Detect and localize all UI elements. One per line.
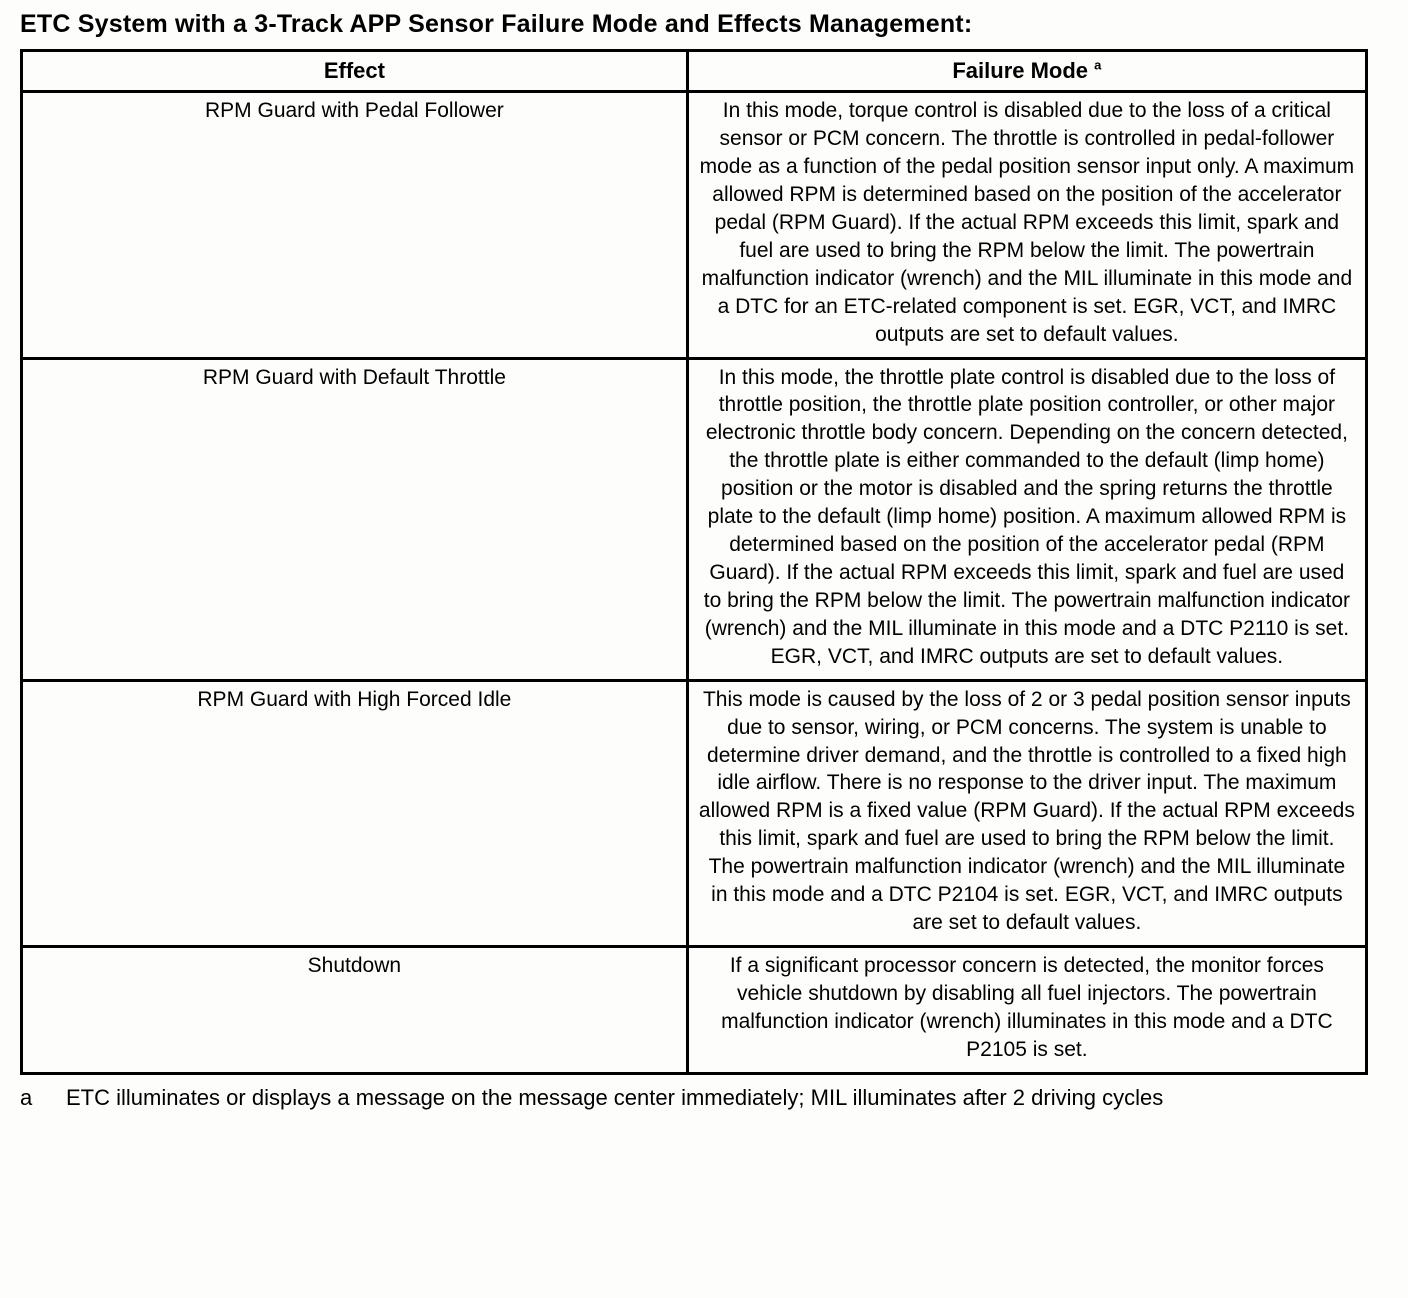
footnote-text: ETC illuminates or displays a message on the message center immediately; MIL illuminates after 2 driving cycles <box>66 1084 1164 1110</box>
table-row <box>22 680 1367 946</box>
footnote <box>20 1085 1386 1111</box>
table-row <box>22 946 1367 1073</box>
failure-mode-cell-pedal-follower: In this mode, torque control is disabled due to the loss of a critical sensor or PCM concern. The throttle is controlled in pedal-follower mode as a function of the pedal position sensor input only. A maximum allowed RPM is determined based on the position of the accelerator pedal (RPM Guard). If the actual RPM exceeds this limit, spark and fuel are used to bring the RPM below the limit. The powertrain malfunction indicator (wrench) and the MIL illuminate in this mode and a DTC for an ETC-related component is set. EGR, VCT, and IMRC outputs are set to default values. <box>687 92 1366 358</box>
column-header-failure-mode-label: Failure Mode <box>952 58 1095 83</box>
column-header-failure-mode <box>687 51 1366 92</box>
page-title: ETC System with a 3-Track APP Sensor Failure Mode and Effects Management: <box>20 10 973 38</box>
footnote-marker: a <box>20 1084 33 1110</box>
footnote-superscript-marker: a <box>1094 57 1102 73</box>
failure-mode-cell-default-throttle: In this mode, the throttle plate control is disabled due to the loss of throttle position, the throttle plate position controller, or other major electronic throttle body concern. Depending on the concern detected, the throttle plate is either commanded to the default (limp home) position or the motor is disabled and the spring returns the throttle plate to the default (limp home) position. A maximum allowed RPM is determined based on the position of the accelerator pedal (RPM Guard). If the actual RPM exceeds this limit, spark and fuel are used to bring the RPM below the limit. The powertrain malfunction indicator (wrench) and the MIL illuminate in this mode and a DTC P2110 is set. EGR, VCT, and IMRC outputs are set to default values. <box>687 358 1366 680</box>
table-header-row <box>22 51 1367 92</box>
effect-cell-rpm-guard-high-forced-idle: RPM Guard with High Forced Idle <box>22 680 688 946</box>
column-header-effect-label: Effect <box>323 58 385 83</box>
failure-mode-cell-high-forced-idle: This mode is caused by the loss of 2 or 3 pedal position sensor inputs due to sensor, wiring, or PCM concerns. The system is unable to determine driver demand, and the throttle is controlled to a fixed high idle airflow. There is no response to the driver input. The maximum allowed RPM is a fixed value (RPM Guard). If the actual RPM exceeds this limit, spark and fuel are used to bring the RPM below the limit. The powertrain malfunction indicator (wrench) and the MIL illuminate in this mode and a DTC P2104 is set. EGR, VCT, and IMRC outputs are set to default values. <box>687 680 1366 946</box>
fmea-table <box>20 49 1368 1075</box>
column-header-effect <box>22 51 688 92</box>
failure-mode-cell-shutdown: If a significant processor concern is detected, the monitor forces vehicle shutdown by disabling all fuel injectors. The powertrain malfunction indicator (wrench) illuminates in this mode and a DTC P2105 is set. <box>687 946 1366 1073</box>
effect-cell-rpm-guard-default-throttle: RPM Guard with Default Throttle <box>22 358 688 680</box>
effect-cell-rpm-guard-pedal-follower: RPM Guard with Pedal Follower <box>22 92 688 358</box>
table-row <box>22 358 1367 680</box>
effect-cell-shutdown: Shutdown <box>22 946 688 1073</box>
table-row <box>22 92 1367 358</box>
